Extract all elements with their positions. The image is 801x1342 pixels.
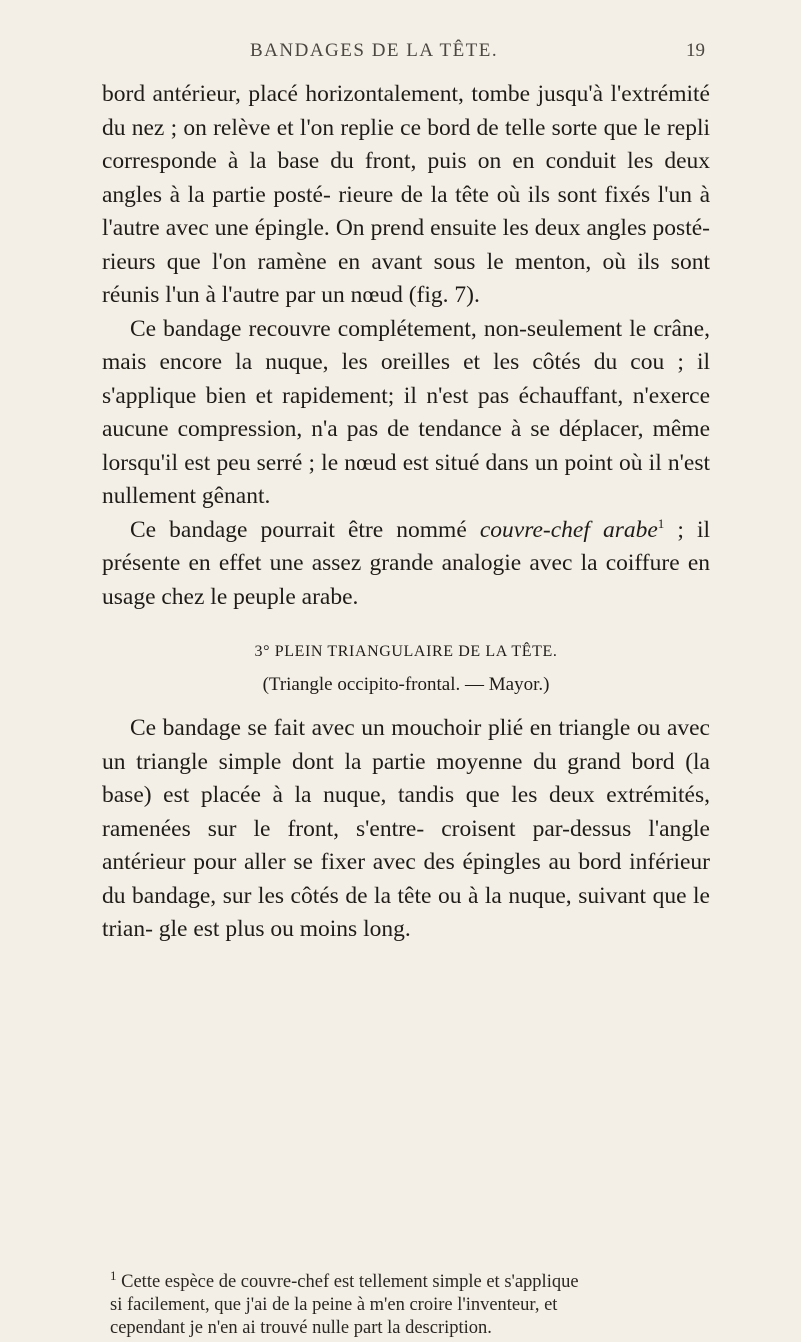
paragraph-naming bbox=[102, 514, 710, 615]
running-title: BANDAGES DE LA TÊTE. bbox=[250, 40, 499, 61]
section-subheading: (Triangle occipito-frontal. — Mayor.) bbox=[262, 674, 550, 695]
section-heading: 3° PLEIN TRIANGULAIRE DE LA TÊTE. bbox=[254, 643, 558, 660]
footnote-reference: 1 bbox=[657, 515, 665, 531]
body-text bbox=[102, 78, 710, 947]
paragraph-description: Ce bandage recouvre complétement, non-seulement le crâne, mais encore la nuque, les oreilles et les côtés du cou ; il s'applique bien et rapidement; il n'est pas échauffant, n'exerce aucune compression, n'a pas de tendance à se déplacer, même lorsqu'il est peu serré ; le nœud est situé dans un point où il n'est nullement gênant. bbox=[102, 315, 710, 509]
paragraph-triangle-bandage: Ce bandage se fait avec un mouchoir plié en triangle ou avec un triangle simple dont la partie moyenne du grand bord (la base) est placée à la nuque, tandis que les deux extrémités, ramenées sur le front, s'entre- croisent par-dessus l'angle antérieur pour aller se fixer avec des épingles au bord inférieur du bandage, sur les côtés de la tête ou à la nuque, suivant que le trian- gle est plus ou moins long. bbox=[102, 715, 710, 942]
footnote-text-1: Cette espèce de couvre-chef est tellement simple et s'applique bbox=[116, 1272, 579, 1292]
paragraph-naming-start: Ce bandage pourrait être nommé bbox=[130, 516, 480, 543]
paragraph-naming-end: ; il présente en effet une assez grande analogie avec la coiffure en usage chez le peuple arabe. bbox=[102, 516, 711, 610]
paragraph-continuation: bord antérieur, placé horizontalement, tombe jusqu'à l'extrémité du nez ; on relève et l'on replie ce bord de telle sorte que le repli corresponde à la base du front, puis on en conduit les deux angles à la partie posté- rieure de la tête où ils sont fixés l'un à l'autre avec une épingle. On prend ensuite les deux angles posté- rieurs que l'on ramène en avant sous le menton, où ils sont réunis l'un à l'autre par un nœud (fig. 7). bbox=[102, 81, 710, 308]
footnote-line-3: cependant je n'en ai trouvé nulle part la description. bbox=[110, 1318, 492, 1338]
footnote-line-2: si facilement, que j'ai de la peine à m'en croire l'inventeur, et bbox=[110, 1295, 558, 1315]
page-number: 19 bbox=[686, 40, 705, 61]
footnote bbox=[110, 1267, 708, 1340]
term-couvre-chef-arabe: couvre-chef arabe bbox=[479, 516, 658, 543]
footnote-line-1 bbox=[110, 1267, 708, 1294]
footnote-marker: 1 bbox=[110, 1267, 117, 1283]
running-head bbox=[0, 40, 705, 68]
